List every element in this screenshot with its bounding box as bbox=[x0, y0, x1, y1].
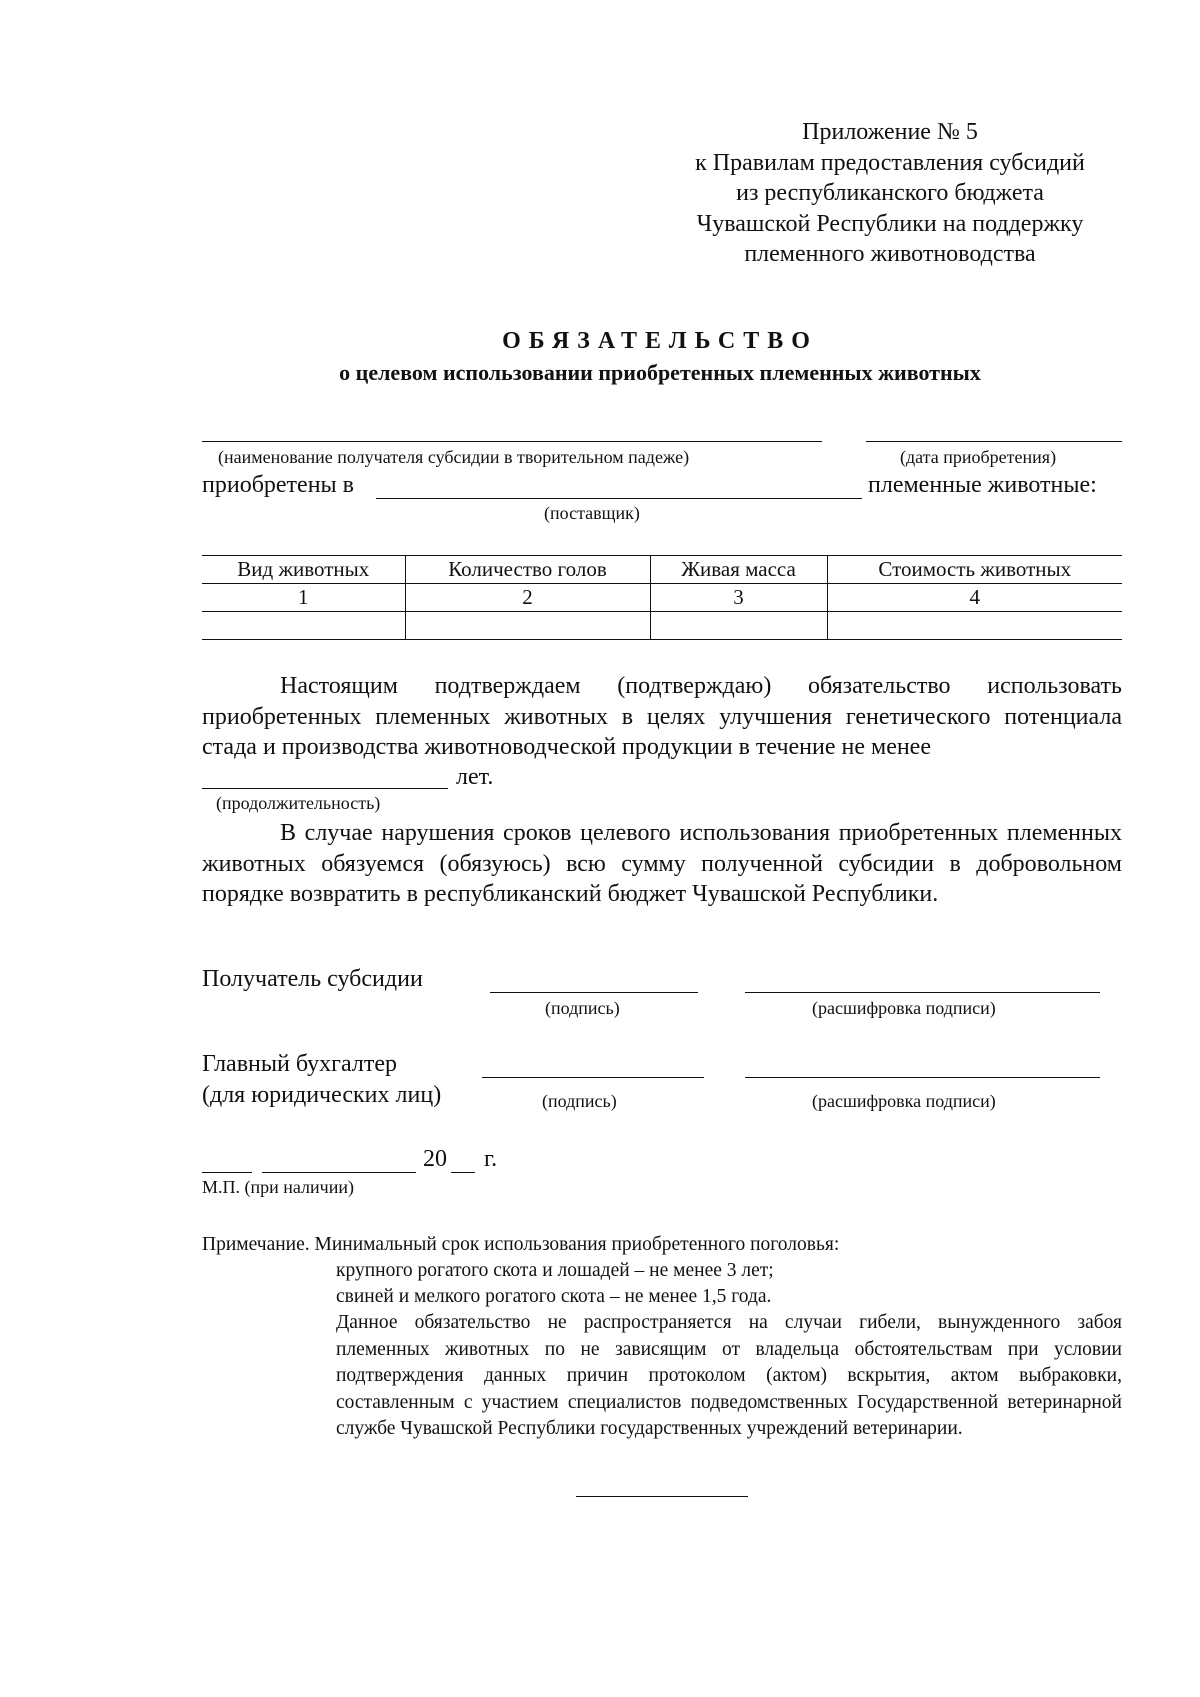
duration-line[interactable] bbox=[202, 788, 448, 789]
supplier-line[interactable] bbox=[376, 498, 862, 499]
accountant-label-note: (для юридических лиц) bbox=[202, 1082, 442, 1108]
table-cell: 1 bbox=[202, 584, 405, 612]
years-suffix: лет. bbox=[456, 764, 494, 790]
day-line[interactable] bbox=[202, 1172, 252, 1173]
table-cell-input[interactable] bbox=[650, 612, 827, 640]
recipient-signature-caption: (подпись) bbox=[545, 998, 620, 1018]
accountant-decoding-caption: (расшифровка подписи) bbox=[812, 1091, 996, 1111]
table-row bbox=[202, 612, 1122, 640]
recipient-decoding-caption: (расшифровка подписи) bbox=[812, 998, 996, 1018]
appendix-line: Чувашской Республики на поддержку bbox=[696, 210, 1084, 237]
obligation-text: Настоящим подтверждаем (подтверждаю) обязательство использовать приобретенных племенных животных в целях улучшения генетического потенциала стада и производства животноводческой продукции в течение не менее bbox=[202, 673, 1122, 760]
header-head-count: Количество голов bbox=[405, 556, 650, 584]
recipient-name-caption: (наименование получателя субсидии в творительном падеже) bbox=[218, 447, 690, 467]
acquired-prefix: приобретены в bbox=[202, 472, 354, 498]
note-item-cattle: крупного рогатого скота и лошадей – не менее 3 лет; bbox=[336, 1260, 774, 1281]
accountant-decoding-line[interactable] bbox=[745, 1077, 1100, 1078]
refund-paragraph bbox=[202, 818, 1122, 910]
year-prefix: 20 bbox=[423, 1146, 447, 1172]
refund-text: В случае нарушения сроков целевого использования приобретенных племенных животных обязуемся (обязуюсь) всю сумму полученной субсидии в добровольном порядке возвратить в республиканский бюджет Чувашской Республики. bbox=[202, 820, 1122, 907]
header-live-weight: Живая масса bbox=[650, 556, 827, 584]
appendix-line: племенного животноводства bbox=[744, 241, 1036, 267]
recipient-name-line[interactable] bbox=[202, 441, 822, 442]
appendix-line: к Правилам предоставления субсидий bbox=[695, 149, 1085, 176]
duration-caption: (продолжительность) bbox=[216, 793, 381, 813]
month-line[interactable] bbox=[262, 1172, 416, 1173]
table-cell: 2 bbox=[405, 584, 650, 612]
header-animal-type: Вид животных bbox=[202, 556, 405, 584]
header-cost: Стоимость животных bbox=[827, 556, 1122, 584]
acquired-suffix: племенные животные: bbox=[868, 472, 1097, 498]
appendix-line: Приложение № 5 bbox=[802, 119, 978, 145]
purchase-date-line[interactable] bbox=[866, 441, 1122, 442]
table-cell-input[interactable] bbox=[405, 612, 650, 640]
recipient-signature-label: Получатель субсидии bbox=[202, 966, 423, 992]
note-header bbox=[202, 1232, 839, 1259]
accountant-signature-caption: (подпись) bbox=[542, 1091, 617, 1111]
appendix-header bbox=[640, 117, 1140, 270]
stamp-caption: М.П. (при наличии) bbox=[202, 1177, 354, 1197]
note-paragraph: Данное обязательство не распространяется на случаи гибели, вынужденного забоя племенных животных по не зависящим от владельца обстоятельствам при условии подтверждения данных причин протоколом (актом) вскрытия, актом выбраковки, составленным с участием специалистов подведомственных Государственной ветеринарной службе Чувашской Республики государственных учреждений ветеринарии. bbox=[336, 1312, 1122, 1439]
table-cell: 3 bbox=[650, 584, 827, 612]
accountant-label: Главный бухгалтер bbox=[202, 1051, 397, 1077]
document-subtitle: о целевом использовании приобретенных племенных животных bbox=[339, 360, 981, 385]
purchase-date-caption: (дата приобретения) bbox=[900, 447, 1057, 467]
accountant-signature-line[interactable] bbox=[482, 1077, 704, 1078]
supplier-caption: (поставщик) bbox=[544, 503, 640, 523]
document-title: ОБЯЗАТЕЛЬСТВО bbox=[502, 328, 818, 354]
closing-divider bbox=[576, 1496, 748, 1497]
table-cell-input[interactable] bbox=[827, 612, 1122, 640]
animals-table bbox=[202, 555, 1122, 640]
table-header-row bbox=[202, 556, 1122, 584]
recipient-signature-line[interactable] bbox=[490, 992, 698, 993]
table-cell-input[interactable] bbox=[202, 612, 405, 640]
table-cell: 4 bbox=[827, 584, 1122, 612]
appendix-line: из республиканского бюджета bbox=[736, 180, 1044, 206]
note-intro: Минимальный срок использования приобретенного поголовья: bbox=[314, 1234, 840, 1255]
note-item-pigs: свиней и мелкого рогатого скота – не менее 1,5 года. bbox=[336, 1286, 772, 1307]
table-index-row bbox=[202, 584, 1122, 612]
year-line[interactable] bbox=[451, 1172, 475, 1173]
year-suffix: г. bbox=[484, 1146, 498, 1172]
note-label: Примечание. bbox=[202, 1234, 310, 1255]
recipient-decoding-line[interactable] bbox=[745, 992, 1100, 993]
obligation-paragraph bbox=[202, 671, 1122, 763]
